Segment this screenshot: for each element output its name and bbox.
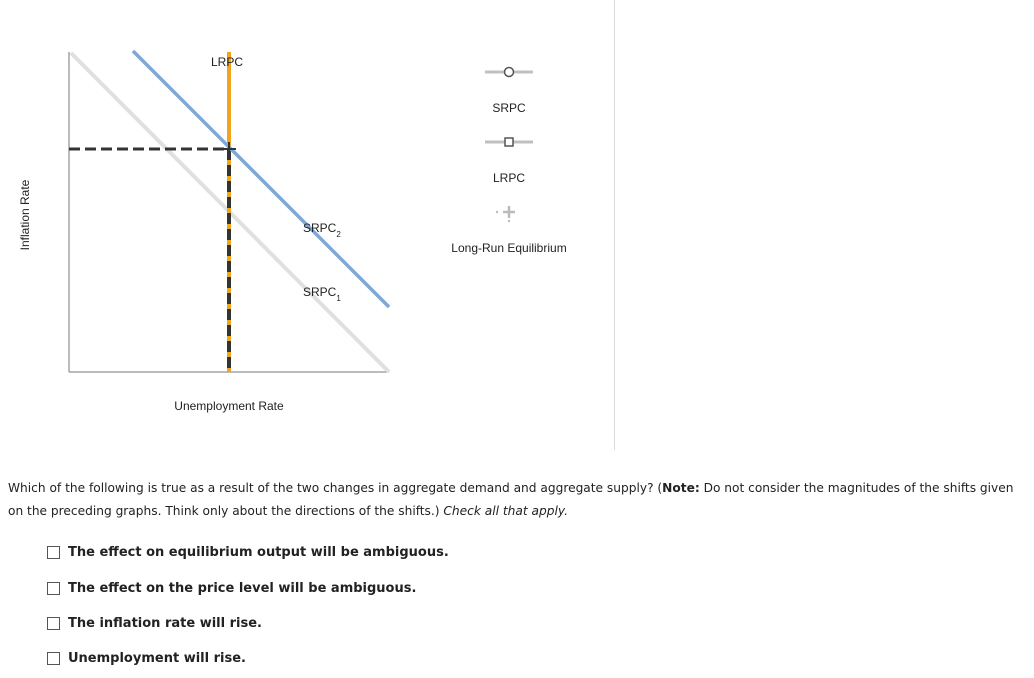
checkbox[interactable] [47, 652, 60, 665]
srpc-tool-icon[interactable] [485, 68, 533, 77]
srpc-tool[interactable] [485, 68, 533, 116]
option-output-ambiguous[interactable] [47, 545, 449, 560]
srpc1-label: $SRPC_1$ [303, 285, 341, 303]
option-label: The inflation rate will rise. [68, 616, 262, 631]
y-axis-label: Inflation Rate [18, 179, 32, 251]
checkbox[interactable] [47, 582, 60, 595]
phillips-curve-graph [0, 0, 612, 450]
equilibrium-tool-icon[interactable] [496, 206, 515, 222]
lrpc-tool-icon[interactable] [485, 138, 533, 146]
option-price-level-ambiguous[interactable] [47, 581, 416, 596]
question-instruction: Check all that apply. [443, 504, 568, 518]
srpc2-curve[interactable] [133, 51, 389, 307]
option-label: The effect on equilibrium output will be ambiguous. [68, 545, 449, 560]
srpc-tool-label: SRPC [492, 101, 526, 115]
x-axis-label: Unemployment Rate [174, 399, 284, 413]
checkbox[interactable] [47, 617, 60, 630]
question-text [8, 477, 1018, 523]
checkbox[interactable] [47, 546, 60, 559]
srpc2-label: $SRPC_2$ [303, 221, 341, 239]
question-body: Which of the following is true as a result of the two changes in aggregate demand and aggregate supply? ( [8, 481, 663, 495]
option-inflation-rise[interactable] [47, 616, 262, 631]
lrpc-tool[interactable] [485, 138, 533, 185]
panel-divider [614, 0, 615, 450]
lrpc-label: LRPC [211, 55, 244, 69]
equilibrium-tool-label: Long-Run Equilibrium [451, 241, 567, 255]
note-label: Note: [662, 481, 700, 495]
option-label: The effect on the price level will be ambiguous. [68, 581, 417, 596]
lrpc-tool-label: LRPC [492, 171, 526, 185]
equilibrium-tool[interactable] [451, 206, 566, 255]
option-label: Unemployment will rise. [68, 651, 246, 666]
question-note: Do not consider the magnitudes of the shifts given on the preceding graphs. Think only about the directions of the shifts.) [8, 481, 1014, 518]
option-unemployment-rise[interactable] [47, 651, 246, 666]
